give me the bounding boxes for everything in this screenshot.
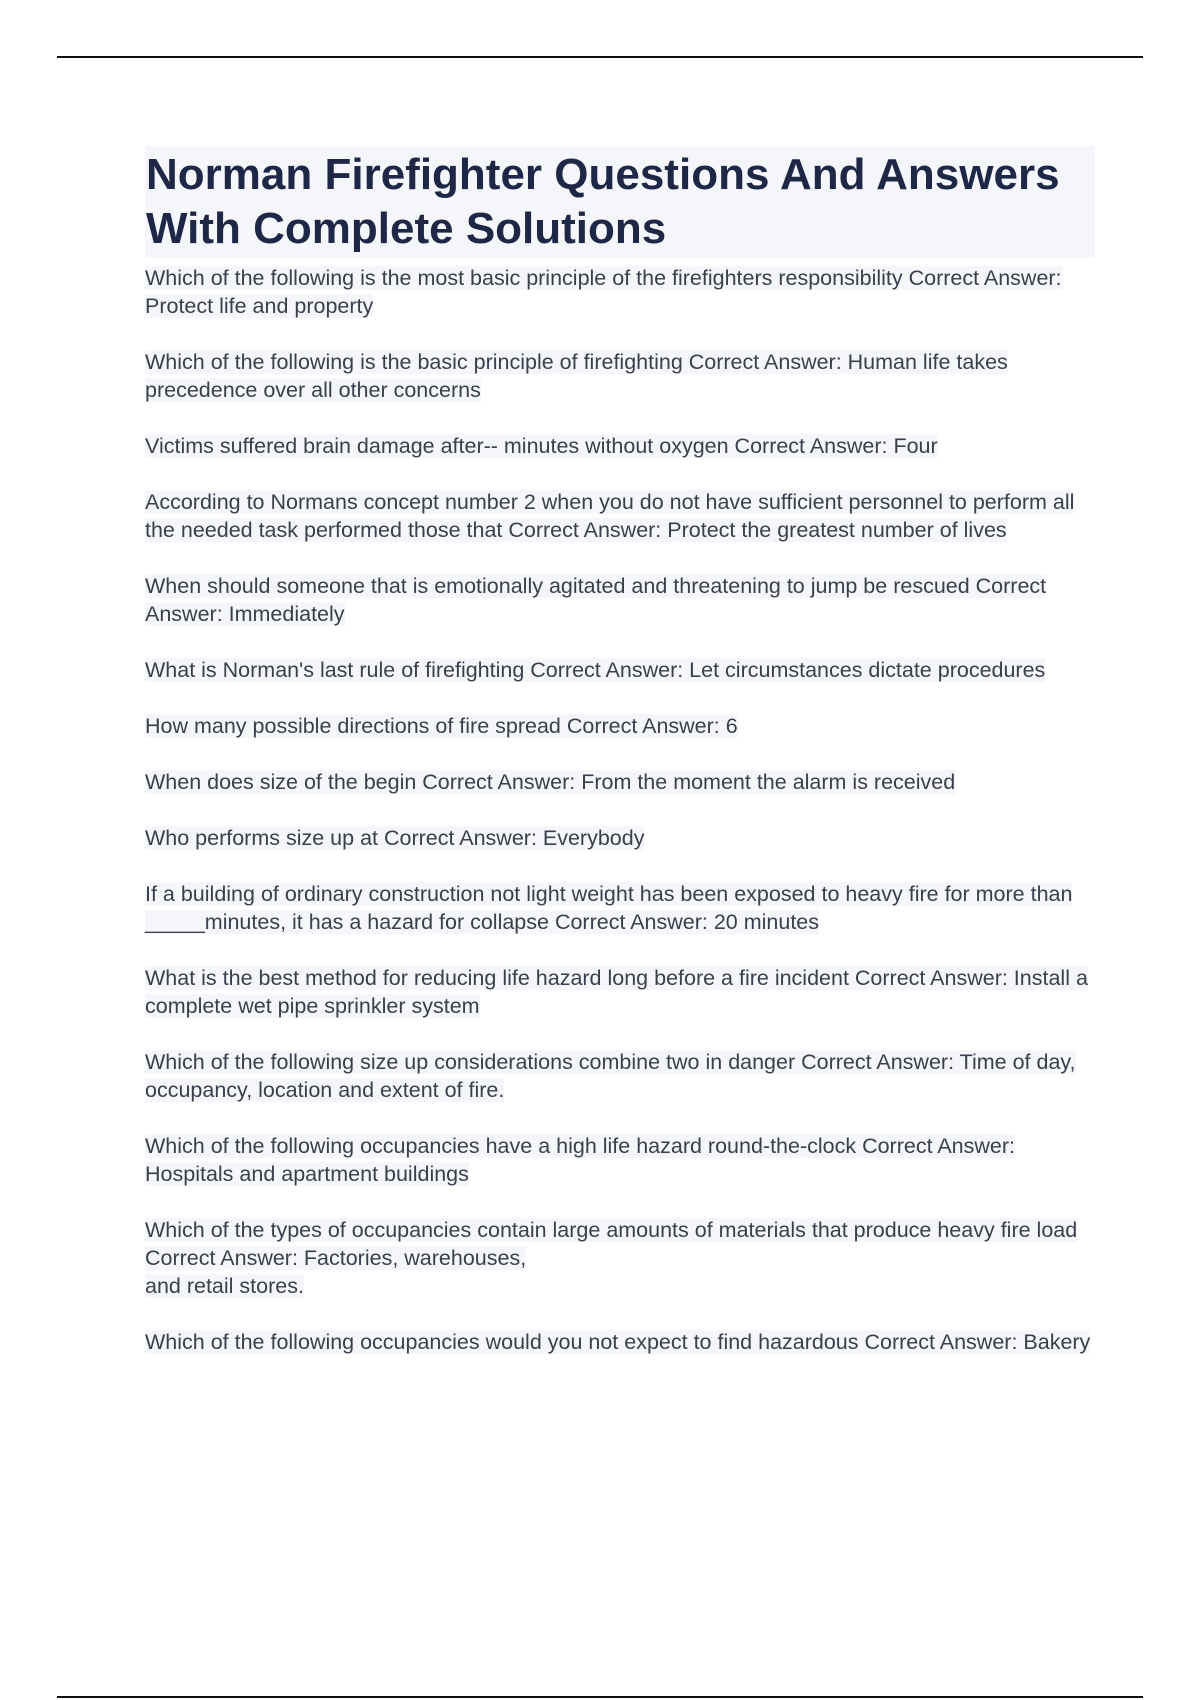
qa-text: Which of the following is the basic principle of firefighting Correct Answer: Human life takes precedence over all other concerns — [145, 350, 1008, 402]
qa-item — [145, 824, 1095, 852]
qa-text: Which of the following occupancies have a high life hazard round-the-clock Correct Answer: Hospitals and apartment buildings — [145, 1134, 1016, 1186]
qa-item — [145, 768, 1095, 796]
qa-item — [145, 880, 1095, 936]
qa-text: Which of the types of occupancies contain large amounts of materials that produce heavy fire load Correct Answer: Factories, warehouses, and retail stores. — [145, 1218, 1078, 1298]
qa-item — [145, 572, 1095, 628]
qa-item — [145, 348, 1095, 404]
qa-item — [145, 656, 1095, 684]
qa-text: Which of the following size up considerations combine two in danger Correct Answer: Time of day, occupancy, location and extent of fire. — [145, 1050, 1076, 1102]
qa-text: According to Normans concept number 2 when you do not have sufficient personnel to perform all the needed task performed those that Correct Answer: Protect the greatest number of lives — [145, 490, 1075, 542]
qa-item — [145, 1216, 1095, 1300]
qa-text: How many possible directions of fire spread Correct Answer: 6 — [145, 714, 738, 738]
document-body — [145, 146, 1095, 1384]
qa-text: Which of the following is the most basic principle of the firefighters responsibility Correct Answer: Protect life and property — [145, 266, 1062, 318]
qa-text: When does size of the begin Correct Answer: From the moment the alarm is received — [145, 770, 956, 794]
qa-text: Which of the following occupancies would you not expect to find hazardous Correct Answer: Bakery — [145, 1330, 1091, 1354]
qa-item — [145, 432, 1095, 460]
qa-item — [145, 1132, 1095, 1188]
qa-text: Who performs size up at Correct Answer: Everybody — [145, 826, 645, 850]
qa-item — [145, 264, 1095, 320]
qa-text: If a building of ordinary construction not light weight has been exposed to heavy fire for more than _____minutes, it has a hazard for collapse Correct Answer: 20 minutes — [145, 882, 1073, 934]
qa-text: What is Norman's last rule of firefighting Correct Answer: Let circumstances dictate procedures — [145, 658, 1046, 682]
qa-list — [145, 264, 1095, 1356]
header-rule — [57, 56, 1143, 58]
document-title: Norman Firefighter Questions And Answers With Complete Solutions — [145, 146, 1095, 258]
qa-text: Victims suffered brain damage after-- minutes without oxygen Correct Answer: Four — [145, 434, 938, 458]
qa-item — [145, 964, 1095, 1020]
qa-text: What is the best method for reducing life hazard long before a fire incident Correct Answer: Install a complete wet pipe sprinkler system — [145, 966, 1088, 1018]
qa-item — [145, 488, 1095, 544]
qa-item — [145, 1328, 1095, 1356]
qa-item — [145, 1048, 1095, 1104]
footer-rule — [57, 1696, 1143, 1698]
qa-text: When should someone that is emotionally agitated and threatening to jump be rescued Correct Answer: Immediately — [145, 574, 1047, 626]
qa-item — [145, 712, 1095, 740]
